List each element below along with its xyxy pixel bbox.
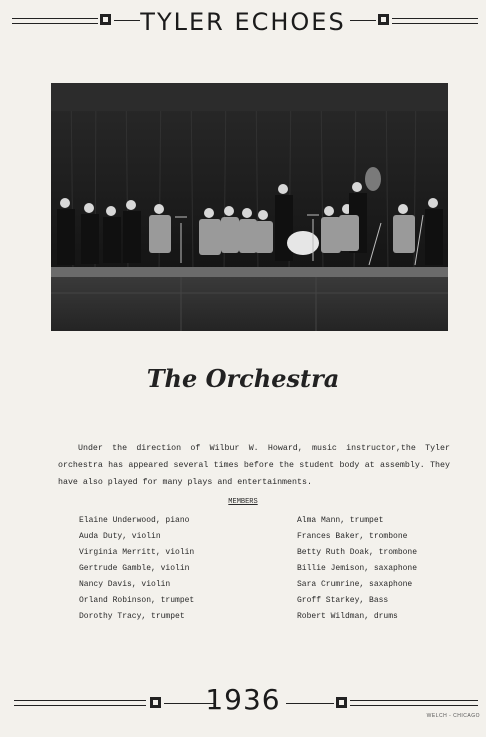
member-item: Betty Ruth Doak, trombone [297, 548, 418, 557]
member-item: Elaine Underwood, piano [79, 516, 190, 525]
member-item: Nancy Davis, violin [79, 580, 171, 589]
footer-rule-right-bottom [350, 705, 478, 706]
header-ornament-right [378, 14, 389, 25]
orchestra-photo [51, 83, 448, 331]
header-rule-right-bottom [392, 23, 478, 24]
member-item: Auda Duty, violin [79, 532, 161, 541]
footer-ornament-right [336, 697, 347, 708]
member-item: Groff Starkey, Bass [297, 596, 389, 605]
footer-rule-right-inner [286, 703, 334, 704]
orchestra-photo-drawing [51, 83, 448, 331]
member-item: Frances Baker, trombone [297, 532, 408, 541]
members-heading: MEMBERS [228, 498, 258, 506]
member-item: Gertrude Gamble, violin [79, 564, 190, 573]
members-list-left [79, 513, 194, 625]
footer-rule-right-top [350, 700, 478, 701]
member-item: Sara Crumrine, saxaphone [297, 580, 413, 589]
members-list-right [297, 513, 417, 625]
member-item: Billie Jemison, saxaphone [297, 564, 418, 573]
member-item: Orland Robinson, trumpet [79, 596, 195, 605]
member-item: Alma Mann, trumpet [297, 516, 384, 525]
section-title: The Orchestra [146, 364, 340, 393]
header-rule-right-top [392, 18, 478, 19]
intro-paragraph: Under the direction of Wilbur W. Howard, music instructor,the Tyler orchestra has appeared several times before the student body at assembly. They have also played for many plays and entertainments. [58, 444, 450, 487]
member-item: Robert Wildman, drums [297, 612, 398, 621]
member-item: Dorothy Tracy, trumpet [79, 612, 185, 621]
header-rule-right-inner [350, 20, 376, 21]
printer-credit: WELCH - CHICAGO [426, 713, 480, 719]
member-item: Virginia Merritt, violin [79, 548, 195, 557]
header-title: TYLER ECHOES [140, 8, 346, 36]
footer-year: 1936 [205, 683, 281, 716]
